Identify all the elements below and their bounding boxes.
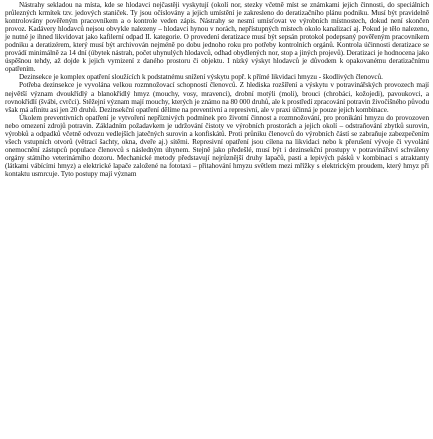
paragraph-disinsection-need: Potřeba dezinsekce je vyvolána velkou rozmnožovací schopností členovců. Z hlediska rozšíření a výskytu v potravinářských provozech mají největší význam dvoukřídlý a blanokřídlý hmyz (mouchy, vosy, mravenci), drobní motýli (moli), brouci (chrobáci, kožojedi), pavoukovci, a rovnokřídlí (švábi, cvrčci). Stěžejní význam mají mouchy, kterých je známo na 80 000 druhů, ale k prostředí zpracování potravin živočišného původu však má afinitu asi jen 20 druhů. Dezinsekční opatření dělíme na preventivní a represivní, ale v praxi účinná je pouze jejich kombinace. [5, 81, 429, 114]
paragraph-preventive-measures: Úkolem preventivních opatření je vytvoření nepříznivých podmínek pro životní činnost a rozmnožování, pro pronikání hmyzu do provozoven nebo omezení zdrojů potravin. Základním požadavkem je udržování čistoty ve výrobních prostorách a jejich okolí – odstraňování zbytků surovin, výrobků a odpadků včetně odvozu vedlejších jatečných surovin a konfiskátů. Proti průniku členovců do výrobních částí se zabraňuje zabezpečením všech vstupních otvorů (větrací šachty, okna, dveře aj.) sítěmi. Represivní opatření jsou cílena na likvidaci nebo k přerušení vývoje či vyvolání onemocnění zástupců populace členovců s následným úhynem. Stejně jako předešlé, musí být i dezinsekční prostupy v potravinářství schváleny orgány státního veterinárního dozoru. Mechanické metody představují nejrůznější druhy lapačů, pasti a lepivých pásků v kombinaci s atraktanty (látkami vábícími hmyz) a elektrické lapače založené na fototaxi – přitahování hmyzu světlem mezi mřížky s elektrickým proudem, který hmyz při kontaktu usmrcuje. Tyto postupy mají význam [5, 113, 429, 178]
paragraph-disinsection-definition: Dezinsekce je komplex opatření sloužících k podstatnému snížení výskytu popř. k přímé likvidaci hmyzu - škodlivých členovců. [19, 73, 383, 82]
paragraph-deratization: Nástrahy sekladou na místa, kde se hlodavci nejčastěji vyskytují (okolí nor, stezky včetně míst se známkami jejich činnosti, do speciálních průlezných krmítek tzv. jedových staniček. Ty jsou očíslovány a jejich umístění je zakresleno do deratizačního plánu podniku. Musí být pravidelně kontrolovány pověřeným pracovníkem a o kontrole veden zápis. Nástrahy se nesmí umísťovat ve výrobních místnostech, dokud není skončen provoz. Kadávery hlodavců nejsou obvykle nalezeny – hlodavci hynou v norách, nepřístupných místech okolo kanalizací aj. Pokud je tělo nalezeno, je nutné je ihned likvidovat jako kafilerní odpad II. kategorie. O provedení deratizace musí být sepsán protokol podepsaný pověřeným pracovníkem podniku a deratizérem, který musí být archivován nejméně po dobu jednoho roku pro potřeby kontrolních orgánů. Kontrola účinnosti deratizace se provádí minimálně za 14 dní (úbytek nástrah, počet uhynulých hlodavců, odhad obydlených nor, stop a jiných projevů). Deratizaci je hodnocena jako úspěšnou tehdy, až dojde k jejich vymizení z daného prostoru či objektu. I nízký výskyt hlodavců je důvodem k opakovanému deratizačnímu opatřením. [5, 1, 429, 74]
